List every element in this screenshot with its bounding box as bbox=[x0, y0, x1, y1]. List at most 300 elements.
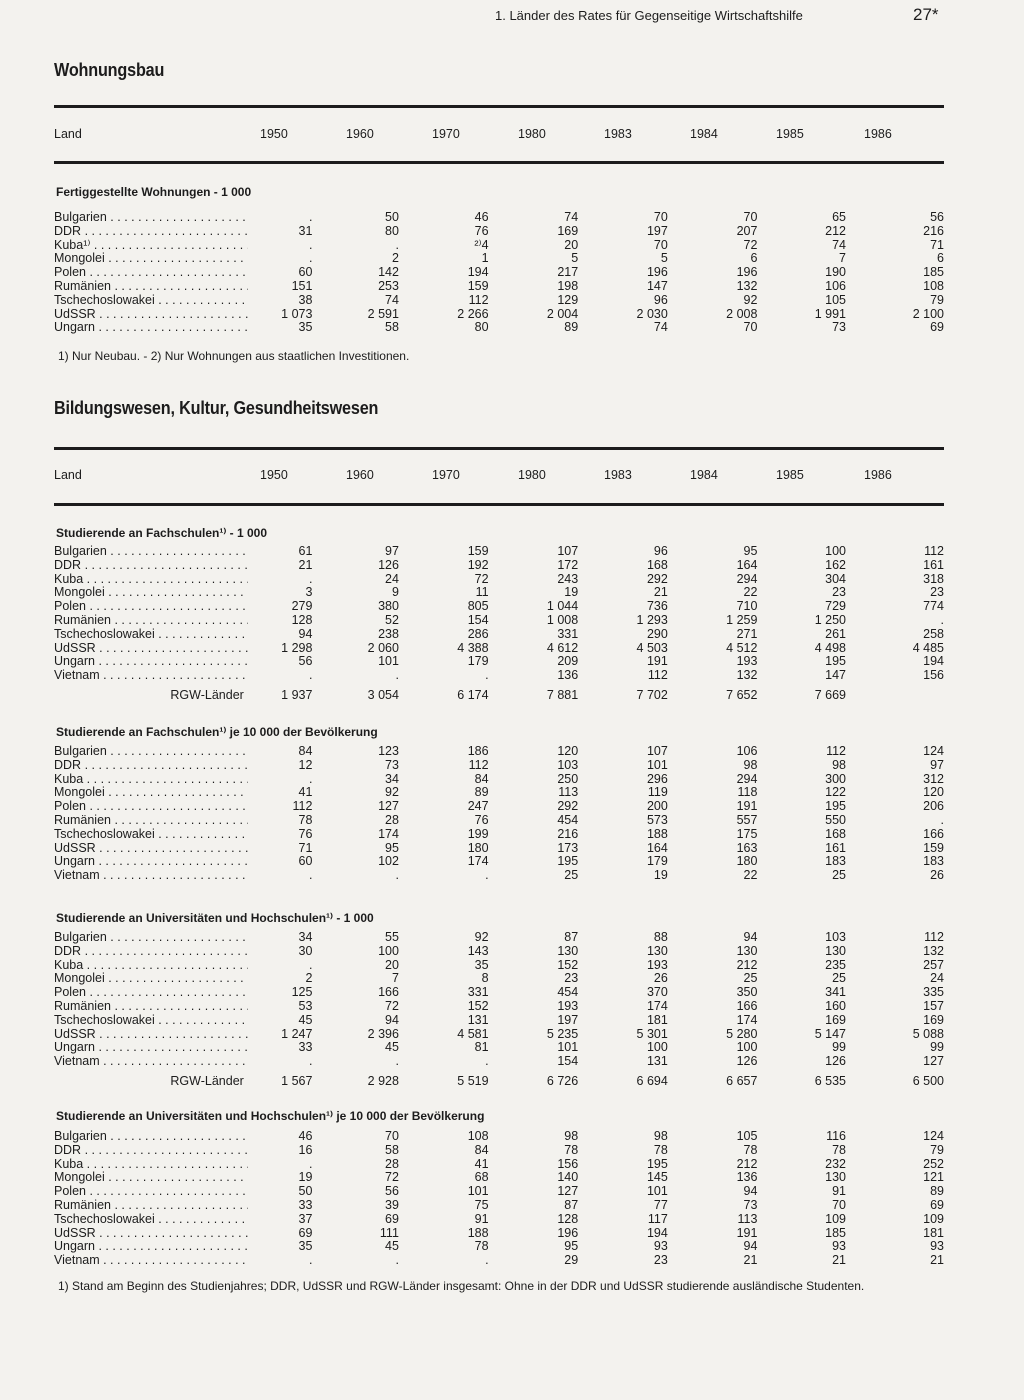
value-cell: 22 bbox=[743, 585, 758, 600]
value-cell: 5 147 bbox=[814, 1026, 846, 1041]
value-cell: 45 bbox=[298, 1012, 313, 1027]
country-cell bbox=[54, 294, 248, 308]
value-cell: 84 bbox=[474, 771, 489, 786]
value-cell: 7 881 bbox=[546, 687, 579, 702]
column-header-year: 1970 bbox=[432, 127, 460, 141]
value-cell: 116 bbox=[826, 1129, 846, 1143]
column-header-land: Land bbox=[54, 468, 82, 482]
value-cell: 152 bbox=[467, 998, 489, 1013]
country-cell bbox=[54, 786, 248, 800]
value-cell: 98 bbox=[564, 1129, 579, 1143]
value-cell: 100 bbox=[378, 943, 399, 958]
country-label: UdSSR bbox=[54, 1226, 96, 1240]
value-cell: 195 bbox=[825, 654, 846, 669]
value-cell: 45 bbox=[385, 1239, 399, 1254]
value-cell: 124 bbox=[923, 1129, 944, 1143]
table-row bbox=[54, 972, 944, 986]
value-cell: 129 bbox=[557, 292, 579, 307]
value-cell: 557 bbox=[736, 812, 758, 827]
value-cell: 117 bbox=[647, 1211, 668, 1226]
value-cell: 60 bbox=[298, 854, 313, 869]
country-cell bbox=[54, 1028, 248, 1042]
value-cell: 257 bbox=[923, 957, 944, 972]
country-label: Kuba bbox=[54, 958, 84, 972]
value-cell: 7 bbox=[391, 971, 399, 986]
value-cell: 156 bbox=[557, 1156, 579, 1171]
value-cell: 206 bbox=[923, 799, 944, 814]
value-cell: 4 512 bbox=[726, 640, 758, 655]
value-cell: 183 bbox=[825, 854, 846, 869]
value-cell: 91 bbox=[474, 1211, 489, 1226]
table-row bbox=[54, 669, 944, 683]
table-row bbox=[54, 1171, 944, 1185]
value-cell: 147 bbox=[646, 278, 668, 293]
country-label: Bulgarien bbox=[54, 931, 107, 944]
table-row bbox=[54, 1185, 944, 1199]
column-header-year: 1980 bbox=[518, 468, 546, 482]
country-cell bbox=[54, 1213, 248, 1227]
table-row bbox=[54, 945, 944, 959]
value-cell: 1 991 bbox=[814, 306, 846, 321]
value-cell: 21 bbox=[298, 557, 313, 572]
column-header-year: 1960 bbox=[346, 127, 374, 141]
table-row bbox=[54, 1144, 944, 1158]
country-label: Vietnam bbox=[54, 1254, 100, 1268]
value-cell: . bbox=[308, 237, 313, 252]
country-label: DDR bbox=[54, 944, 82, 958]
total-row bbox=[54, 683, 944, 703]
value-cell: 74 bbox=[653, 320, 668, 335]
value-cell: 98 bbox=[743, 757, 758, 772]
table-row bbox=[54, 655, 944, 669]
table-row bbox=[54, 986, 944, 1000]
value-cell: 142 bbox=[378, 265, 399, 280]
value-cell: 94 bbox=[743, 1184, 758, 1199]
value-cell: 774 bbox=[923, 599, 944, 614]
column-header-year: 1950 bbox=[260, 127, 288, 141]
value-cell: . bbox=[308, 251, 313, 266]
column-header-year: 1970 bbox=[432, 468, 460, 482]
country-label: Ungarn bbox=[54, 855, 95, 869]
value-cell: 118 bbox=[737, 785, 758, 800]
value-cell: . bbox=[308, 868, 313, 883]
table-row bbox=[54, 211, 944, 225]
value-cell: 258 bbox=[923, 626, 944, 641]
block-title: Fertiggestellte Wohnungen - 1 000 bbox=[56, 185, 252, 199]
table-row bbox=[54, 931, 944, 945]
country-label: DDR bbox=[54, 1143, 82, 1157]
value-cell: 70 bbox=[653, 237, 668, 252]
value-cell: 6 657 bbox=[726, 1073, 758, 1088]
value-cell: 185 bbox=[923, 265, 944, 280]
value-cell: 132 bbox=[923, 943, 944, 958]
value-cell: 7 652 bbox=[726, 687, 758, 702]
value-cell: 300 bbox=[825, 771, 846, 786]
value-cell: 5 bbox=[571, 251, 579, 266]
value-cell: 25 bbox=[832, 868, 846, 883]
country-cell bbox=[54, 745, 248, 759]
value-cell: 1 937 bbox=[281, 687, 313, 702]
value-cell: 5 301 bbox=[636, 1026, 668, 1041]
page-number: 27* bbox=[913, 5, 939, 24]
value-cell: 78 bbox=[474, 1239, 489, 1254]
header-bottom-rule bbox=[54, 503, 944, 506]
value-cell: 65 bbox=[832, 210, 846, 224]
value-cell: . bbox=[395, 237, 399, 252]
value-cell: 212 bbox=[825, 223, 846, 238]
value-cell: 46 bbox=[474, 210, 489, 224]
table-row bbox=[54, 266, 944, 280]
value-cell: 70 bbox=[743, 210, 758, 224]
value-cell: . bbox=[395, 868, 399, 883]
column-header-year: 1984 bbox=[690, 468, 718, 482]
column-header-year: 1950 bbox=[260, 468, 288, 482]
value-cell: 89 bbox=[930, 1184, 944, 1199]
table-row bbox=[54, 642, 944, 656]
value-cell: 101 bbox=[467, 1184, 489, 1199]
value-cell: . bbox=[308, 1253, 313, 1268]
value-cell: 172 bbox=[557, 557, 579, 572]
country-cell bbox=[54, 1055, 248, 1069]
country-cell bbox=[54, 814, 248, 828]
country-cell bbox=[54, 586, 248, 600]
value-cell: 168 bbox=[646, 557, 668, 572]
country-cell bbox=[54, 1158, 248, 1172]
country-cell bbox=[54, 869, 248, 883]
table-row bbox=[54, 1158, 944, 1172]
footnote: 1) Nur Neubau. - 2) Nur Wohnungen aus staatlichen Investitionen. bbox=[58, 349, 410, 363]
country-label: Rumänien bbox=[54, 999, 111, 1013]
value-cell: 126 bbox=[825, 1054, 846, 1069]
value-cell: 166 bbox=[378, 985, 399, 1000]
value-cell: . bbox=[395, 1253, 399, 1268]
table-row bbox=[54, 759, 944, 773]
value-cell: 550 bbox=[825, 812, 846, 827]
value-cell: 39 bbox=[385, 1197, 399, 1212]
country-label: RGW-Länder bbox=[170, 687, 244, 702]
data-table bbox=[54, 545, 944, 703]
value-cell: 113 bbox=[737, 1211, 758, 1226]
running-head: 1. Länder des Rates für Gegenseitige Wirtschaftshilfe bbox=[495, 8, 803, 23]
value-cell: 190 bbox=[825, 265, 846, 280]
value-cell: 9 bbox=[391, 585, 399, 600]
value-cell: 123 bbox=[378, 744, 399, 758]
value-cell: 161 bbox=[923, 557, 944, 572]
value-cell: . bbox=[308, 210, 313, 224]
value-cell: 1 298 bbox=[281, 640, 313, 655]
value-cell: 45 bbox=[385, 1040, 399, 1055]
country-label: Polen bbox=[54, 1185, 86, 1199]
value-cell: 60 bbox=[298, 265, 313, 280]
value-cell: 81 bbox=[474, 1040, 489, 1055]
value-cell: . bbox=[940, 812, 944, 827]
value-cell: 736 bbox=[646, 599, 668, 614]
value-cell: 79 bbox=[930, 1142, 944, 1157]
value-cell: 19 bbox=[298, 1170, 313, 1185]
value-cell: 28 bbox=[385, 1156, 399, 1171]
table-row bbox=[54, 573, 944, 587]
country-cell bbox=[54, 959, 248, 973]
value-cell: 25 bbox=[743, 971, 758, 986]
value-cell: 130 bbox=[557, 943, 579, 958]
value-cell: 2 bbox=[391, 251, 399, 266]
country-cell bbox=[54, 683, 248, 703]
value-cell: 159 bbox=[467, 278, 489, 293]
value-cell: 97 bbox=[930, 757, 944, 772]
country-label: Polen bbox=[54, 986, 86, 1000]
value-cell: 29 bbox=[564, 1253, 579, 1268]
value-cell: 169 bbox=[923, 1012, 944, 1027]
value-cell: 75 bbox=[474, 1197, 489, 1212]
value-cell: 5 519 bbox=[457, 1073, 489, 1088]
value-cell: 70 bbox=[832, 1197, 846, 1212]
value-cell: 78 bbox=[298, 812, 313, 827]
value-cell: 58 bbox=[385, 320, 399, 335]
country-cell bbox=[54, 986, 248, 1000]
table-row bbox=[54, 308, 944, 322]
value-cell: 94 bbox=[385, 1012, 399, 1027]
block-title: Studierende an Universitäten und Hochschulen¹⁾ - 1 000 bbox=[56, 911, 374, 925]
column-header-year: 1985 bbox=[776, 468, 804, 482]
country-label: Kuba bbox=[54, 772, 84, 786]
value-cell: 194 bbox=[923, 654, 944, 669]
value-cell: 100 bbox=[736, 1040, 758, 1055]
value-cell: 179 bbox=[467, 654, 489, 669]
table-top-rule bbox=[54, 105, 944, 108]
country-cell bbox=[54, 1014, 248, 1028]
value-cell: 180 bbox=[736, 854, 758, 869]
value-cell: 94 bbox=[743, 930, 758, 944]
value-cell: ²⁾4 bbox=[474, 237, 489, 252]
value-cell: 4 498 bbox=[814, 640, 846, 655]
value-cell: 2 928 bbox=[367, 1073, 399, 1088]
value-cell: 109 bbox=[923, 1211, 944, 1226]
value-cell: 92 bbox=[385, 785, 399, 800]
country-cell bbox=[54, 800, 248, 814]
country-cell bbox=[54, 642, 248, 656]
value-cell: 125 bbox=[291, 985, 313, 1000]
value-cell: 159 bbox=[923, 840, 944, 855]
column-header-year: 1980 bbox=[518, 127, 546, 141]
value-cell: 6 535 bbox=[814, 1073, 846, 1088]
data-table bbox=[54, 1130, 944, 1268]
value-cell: 91 bbox=[832, 1184, 846, 1199]
country-label: Bulgarien bbox=[54, 211, 107, 224]
value-cell: 72 bbox=[474, 571, 489, 586]
value-cell: . bbox=[485, 1253, 489, 1268]
value-cell: . bbox=[485, 1054, 489, 1069]
country-label: Bulgarien bbox=[54, 545, 107, 558]
value-cell: 70 bbox=[385, 1129, 399, 1143]
value-cell: 46 bbox=[298, 1129, 313, 1143]
country-label: Tschechoslowakei bbox=[54, 827, 155, 841]
value-cell: 191 bbox=[736, 1225, 758, 1240]
value-cell: 108 bbox=[923, 278, 944, 293]
value-cell: 95 bbox=[385, 840, 399, 855]
value-cell: 145 bbox=[646, 1170, 668, 1185]
value-cell: 304 bbox=[825, 571, 846, 586]
value-cell: 121 bbox=[923, 1170, 944, 1185]
country-label: Mongolei bbox=[54, 586, 105, 600]
table-row bbox=[54, 225, 944, 239]
value-cell: . bbox=[308, 668, 313, 683]
value-cell: 120 bbox=[923, 785, 944, 800]
value-cell: 2 591 bbox=[367, 306, 399, 321]
value-cell: 101 bbox=[646, 757, 668, 772]
column-header-year: 1985 bbox=[776, 127, 804, 141]
value-cell: . bbox=[940, 612, 944, 627]
country-label: UdSSR bbox=[54, 641, 96, 655]
value-cell: 41 bbox=[298, 785, 313, 800]
country-label: Mongolei bbox=[54, 786, 105, 800]
value-cell: 243 bbox=[557, 571, 579, 586]
value-cell: 196 bbox=[646, 265, 668, 280]
value-cell: 196 bbox=[736, 265, 758, 280]
country-cell bbox=[54, 759, 248, 773]
data-table bbox=[54, 745, 944, 883]
block-title: Studierende an Universitäten und Hochschulen¹⁾ je 10 000 der Bevölkerung bbox=[56, 1109, 485, 1123]
value-cell: 380 bbox=[378, 599, 399, 614]
value-cell: 157 bbox=[923, 998, 944, 1013]
value-cell: 33 bbox=[298, 1040, 313, 1055]
value-cell: 72 bbox=[385, 998, 399, 1013]
value-cell: 350 bbox=[736, 985, 758, 1000]
value-cell: 136 bbox=[736, 1170, 758, 1185]
value-cell: 216 bbox=[923, 223, 944, 238]
value-cell: 279 bbox=[291, 599, 313, 614]
country-cell bbox=[54, 669, 248, 683]
value-cell: 96 bbox=[653, 544, 668, 558]
country-label: Vietnam bbox=[54, 1055, 100, 1069]
value-cell: 99 bbox=[930, 1040, 944, 1055]
country-cell bbox=[54, 628, 248, 642]
table-row bbox=[54, 600, 944, 614]
value-cell: 253 bbox=[378, 278, 399, 293]
value-cell: 1 073 bbox=[281, 306, 313, 321]
value-cell: 1 008 bbox=[546, 612, 579, 627]
value-cell: 162 bbox=[825, 557, 846, 572]
value-cell: 140 bbox=[557, 1170, 579, 1185]
value-cell: 102 bbox=[378, 854, 399, 869]
country-cell bbox=[54, 1171, 248, 1185]
value-cell: . bbox=[308, 957, 313, 972]
value-cell: 161 bbox=[825, 840, 846, 855]
value-cell: 191 bbox=[646, 654, 668, 669]
country-cell bbox=[54, 1254, 248, 1268]
value-cell: 2 008 bbox=[726, 306, 758, 321]
country-label: DDR bbox=[54, 224, 82, 238]
value-cell: 89 bbox=[564, 320, 579, 335]
country-cell bbox=[54, 211, 248, 225]
value-cell: 169 bbox=[825, 1012, 846, 1027]
value-cell: 294 bbox=[736, 571, 758, 586]
value-cell: 25 bbox=[832, 971, 846, 986]
country-cell bbox=[54, 855, 248, 869]
table-row bbox=[54, 614, 944, 628]
value-cell: 69 bbox=[930, 1197, 944, 1212]
value-cell: 109 bbox=[825, 1211, 846, 1226]
value-cell: 19 bbox=[564, 585, 579, 600]
value-cell: 97 bbox=[385, 544, 399, 558]
value-cell: 127 bbox=[557, 1184, 579, 1199]
value-cell: 16 bbox=[298, 1142, 313, 1157]
value-cell: 147 bbox=[825, 668, 846, 683]
value-cell: 69 bbox=[385, 1211, 399, 1226]
table-top-rule bbox=[54, 447, 944, 450]
value-cell: 188 bbox=[467, 1225, 489, 1240]
country-label: Mongolei bbox=[54, 972, 105, 986]
value-cell: 72 bbox=[743, 237, 758, 252]
value-cell: 2 396 bbox=[367, 1026, 399, 1041]
value-cell: 73 bbox=[832, 320, 846, 335]
table-row bbox=[54, 559, 944, 573]
value-cell: 6 694 bbox=[636, 1073, 668, 1088]
value-cell: 1 bbox=[481, 251, 489, 266]
value-cell: 50 bbox=[385, 210, 399, 224]
value-cell: 130 bbox=[825, 943, 846, 958]
country-cell bbox=[54, 1185, 248, 1199]
value-cell: 250 bbox=[557, 771, 579, 786]
value-cell: 78 bbox=[564, 1142, 579, 1157]
value-cell: 113 bbox=[558, 785, 579, 800]
value-cell: 71 bbox=[298, 840, 313, 855]
table-row bbox=[54, 1213, 944, 1227]
value-cell: 180 bbox=[467, 840, 489, 855]
value-cell: 73 bbox=[385, 757, 399, 772]
table-row bbox=[54, 1028, 944, 1042]
table-row bbox=[54, 1014, 944, 1028]
table-row bbox=[54, 1227, 944, 1241]
value-cell: 71 bbox=[930, 237, 944, 252]
value-cell: 175 bbox=[736, 826, 758, 841]
country-label: Rumänien bbox=[54, 1198, 111, 1212]
country-label: RGW-Länder bbox=[170, 1073, 244, 1088]
country-cell bbox=[54, 1069, 248, 1089]
value-cell: 58 bbox=[385, 1142, 399, 1157]
value-cell: 6 500 bbox=[912, 1073, 944, 1088]
table-row bbox=[54, 321, 944, 335]
value-cell: 25 bbox=[564, 868, 579, 883]
value-cell: 87 bbox=[564, 1197, 579, 1212]
value-cell: 6 bbox=[750, 251, 758, 266]
value-cell: 1 044 bbox=[546, 599, 579, 614]
table-row bbox=[54, 959, 944, 973]
value-cell: 11 bbox=[475, 585, 489, 600]
value-cell: 21 bbox=[653, 585, 668, 600]
value-cell: 127 bbox=[923, 1054, 944, 1069]
value-cell: 454 bbox=[557, 812, 579, 827]
value-cell: 4 581 bbox=[457, 1026, 489, 1041]
country-label: DDR bbox=[54, 758, 82, 772]
value-cell: 710 bbox=[736, 599, 758, 614]
value-cell: 130 bbox=[646, 943, 668, 958]
value-cell: 21 bbox=[832, 1253, 846, 1268]
value-cell: 128 bbox=[557, 1211, 579, 1226]
value-cell: 7 702 bbox=[636, 687, 668, 702]
value-cell: 4 612 bbox=[546, 640, 579, 655]
value-cell: 23 bbox=[832, 585, 846, 600]
country-cell bbox=[54, 828, 248, 842]
value-cell: 122 bbox=[825, 785, 846, 800]
value-cell: 235 bbox=[825, 957, 846, 972]
value-cell: 5 280 bbox=[726, 1026, 758, 1041]
value-cell: 197 bbox=[646, 223, 668, 238]
value-cell: 5 bbox=[660, 251, 668, 266]
value-cell: 112 bbox=[647, 668, 668, 683]
value-cell: 2 060 bbox=[367, 640, 399, 655]
value-cell: 119 bbox=[647, 785, 668, 800]
table-row bbox=[54, 294, 944, 308]
